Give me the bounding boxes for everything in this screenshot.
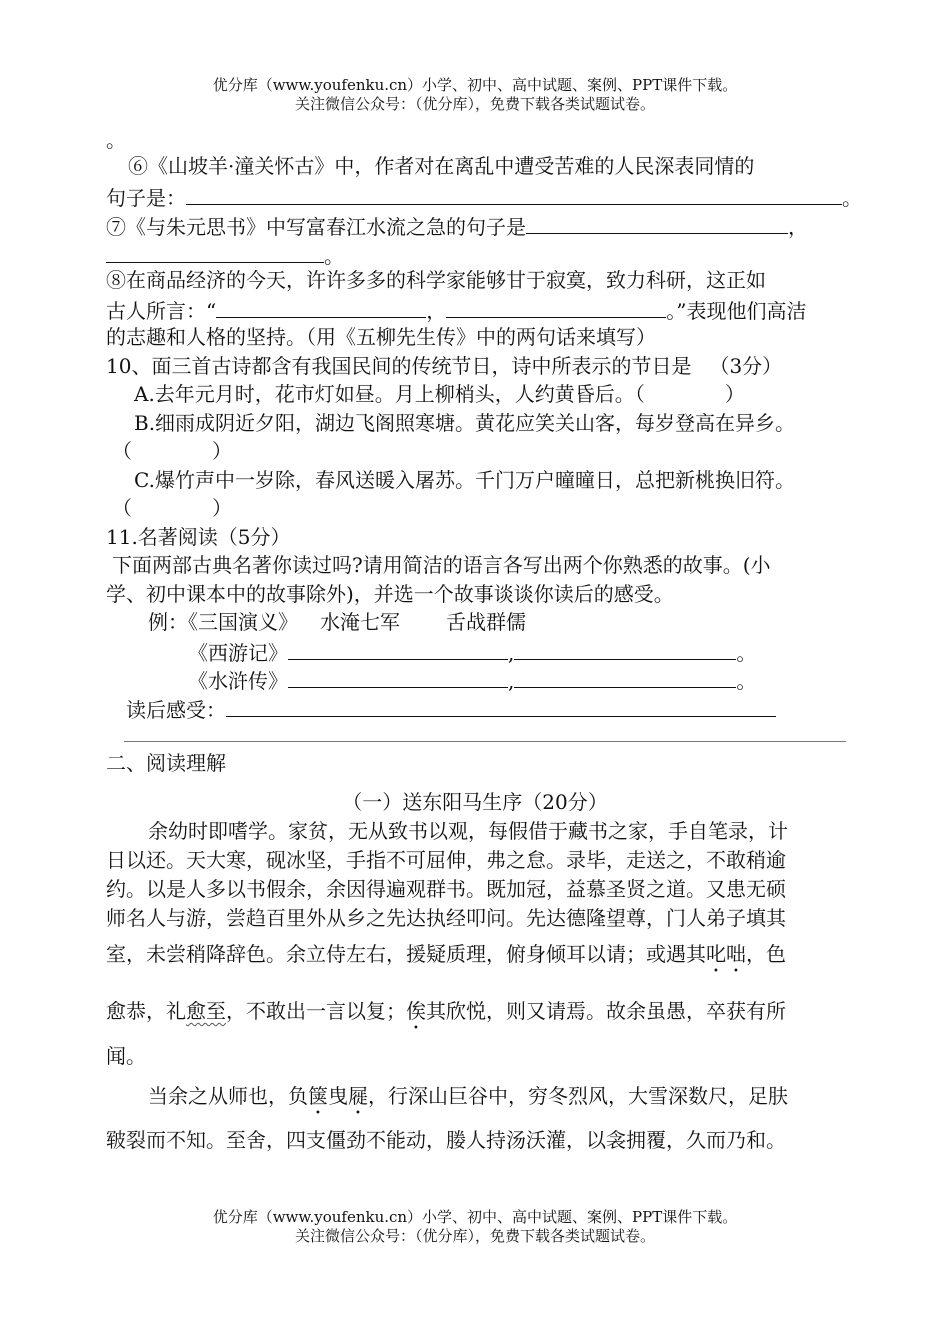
section2-title: 二、阅读理解 [106, 751, 226, 775]
passage-line-1: 余幼时即嗜学。家贫，无从致书以观，每假借于藏书之家，手自笔录，计 [148, 819, 788, 843]
q9-item8-answer-blank-2[interactable] [446, 297, 666, 318]
page-header [0, 76, 950, 114]
emphasis-word-yuzhi: 愈至 [186, 999, 226, 1023]
passage-line-6: 愈恭，礼愈至，不敢出一言以复；俟其欣悦，则又请焉。故余虽愚，卒获有所 [106, 999, 786, 1023]
q10-stem [106, 354, 782, 378]
q9-item7-period: 。 [324, 244, 344, 268]
passage-line-9: 皲裂而不知。至舍，四支僵劲不能动，媵人持汤沃灌，以衾拥覆，久而乃和。 [106, 1128, 786, 1152]
q9-item8-suffix: 。”表现他们高洁 [666, 299, 807, 323]
q9-item7-line2 [106, 242, 344, 268]
q11-feeling-row [126, 696, 776, 722]
q10-option-b-answer[interactable]: （ ） [112, 439, 232, 463]
passage-line-5: 室，未尝稍降辞色。余立侍左右，援疑质理，俯身倾耳以请；或遇其叱咄，色 [106, 942, 786, 966]
q11-example-story-1: 水淹七军 [320, 610, 400, 634]
q9-item7-line1 [106, 213, 808, 239]
q9-item7-answer-blank-1[interactable] [526, 213, 788, 234]
q11-example [148, 610, 526, 634]
page-footer [0, 1208, 950, 1246]
q9-item8-prefix: 古人所言：“ [106, 299, 217, 323]
q11-example-label: 例：《三国演义》 [148, 610, 298, 634]
emphasis-word-si: 俟 [406, 999, 426, 1023]
passage-line-7: 闻。 [106, 1044, 146, 1068]
q10-option-a-text: A.去年元月时，花市灯如昼。月上柳梢头，人约黄昏后。 [134, 382, 635, 406]
q9-item6-line2 [106, 184, 862, 210]
q10-stem-text: 10、面三首古诗都含有我国民间的传统节日，诗中所表示的节日是 [106, 354, 692, 378]
footer-line-1: 优分库（www.youfenku.cn）小学、初中、高中试题、案例、PPT课件下载。 [212, 1208, 738, 1226]
footer-line-2: 关注微信公众号：（优分库），免费下载各类试题试卷。 [294, 1227, 655, 1245]
emphasis-word-qie: 箧 [308, 1084, 328, 1108]
header-line-1: 优分库（www.youfenku.cn）小学、初中、高中试题、案例、PPT课件下载。 [212, 76, 738, 94]
q10-option-a [134, 382, 745, 406]
passage-line-8: 当余之从师也，负箧曳屣，行深山巨谷中，穷冬烈风，大雪深数尺，足肤 [148, 1084, 788, 1108]
q11-xiyouji-row: 《西游记》 , 。 [188, 641, 757, 665]
q9-item7-label: ⑦《与朱元思书》中写富春江水流之急的句子是 [106, 215, 526, 239]
q9-item6-answer-blank[interactable] [186, 184, 842, 205]
q9-item6-line1: ⑥《山坡羊·潼关怀古》中，作者对在离乱中遭受苦难的人民深表同情的 [128, 154, 755, 178]
q11-example-story-2: 舌战群儒 [446, 610, 526, 634]
header-line-2: 关注微信公众号：（优分库），免费下载各类试题试卷。 [294, 95, 655, 113]
q9-item8-answer-blank-1[interactable] [216, 297, 426, 318]
q9-item8-line3: 的志趣和人格的坚持。（用《五柳先生传》中的两句话来填写） [106, 325, 656, 349]
q10-option-c: C.爆竹声中一岁除，春风送暖入屠苏。千门万户曈曈日，总把新桃换旧符。 [134, 468, 795, 492]
passage-line-4: 师名人与游，尝趋百里外从乡之先达执经叩问。先达德隆望尊，门人弟子填其 [106, 906, 786, 930]
passage-line-2: 日以还。天大寒，砚冰坚，手指不可屈伸，弗之怠。录毕，走送之，不敢稍逾 [106, 848, 786, 872]
emphasis-word-chiduo: 叱咄 [706, 942, 746, 966]
q11-feeling-blank-2[interactable] [124, 741, 846, 742]
q9-item7-comma: ， [788, 215, 808, 239]
q11-book-shuihu: 《水浒传》 [188, 669, 288, 693]
q10-option-c-answer[interactable]: （ ） [112, 496, 232, 520]
q11-line1: 下面两部古典名著你读过吗?请用简洁的语言各写出两个你熟悉的故事。(小 [112, 553, 771, 577]
q11-shuihu-row: 《水浒传》 , 。 [188, 669, 757, 693]
stray-period: 。 [106, 128, 126, 152]
q9-item7-answer-blank-2[interactable] [106, 242, 324, 263]
q11-feeling-label: 读后感受： [126, 698, 226, 722]
q9-item6-period: 。 [842, 186, 862, 210]
q10-option-a-answer[interactable]: （ ） [634, 382, 745, 406]
emphasis-word-xi: 屣 [348, 1084, 368, 1108]
q11-title: 11.名著阅读（5分） [106, 525, 291, 549]
q10-option-b: B.细雨成阴近夕阳，湖边飞阁照寒塘。黄花应笑关山客，每岁登高在异乡。 [134, 411, 796, 435]
q11-xiyouji-blank-1[interactable] [288, 639, 508, 660]
passage-title: （一）送东阳马生序（20分） [342, 790, 608, 814]
q9-item8-comma: ， [426, 299, 447, 323]
q9-item8-line1: ⑧在商品经济的今天，许许多多的科学家能够甘于寂寞，致力科研，这正如 [106, 268, 766, 292]
passage-line-3: 约。以是人多以书假余，余因得遍观群书。既加冠，益慕圣贤之道。又患无硕 [106, 877, 786, 901]
q9-item6-label: 句子是： [106, 186, 186, 210]
q10-score: （3分） [709, 354, 783, 378]
q11-xiyouji-blank-2[interactable] [514, 639, 736, 660]
q11-shuihu-blank-2[interactable] [514, 667, 736, 688]
q11-shuihu-blank-1[interactable] [288, 667, 508, 688]
q11-line2: 学、初中课本中的故事除外)，并选一个故事谈谈你读后的感受。 [106, 582, 674, 606]
q11-book-xiyouji: 《西游记》 [188, 641, 288, 665]
q11-feeling-blank[interactable] [226, 696, 776, 717]
q9-item8-line2 [106, 297, 806, 323]
